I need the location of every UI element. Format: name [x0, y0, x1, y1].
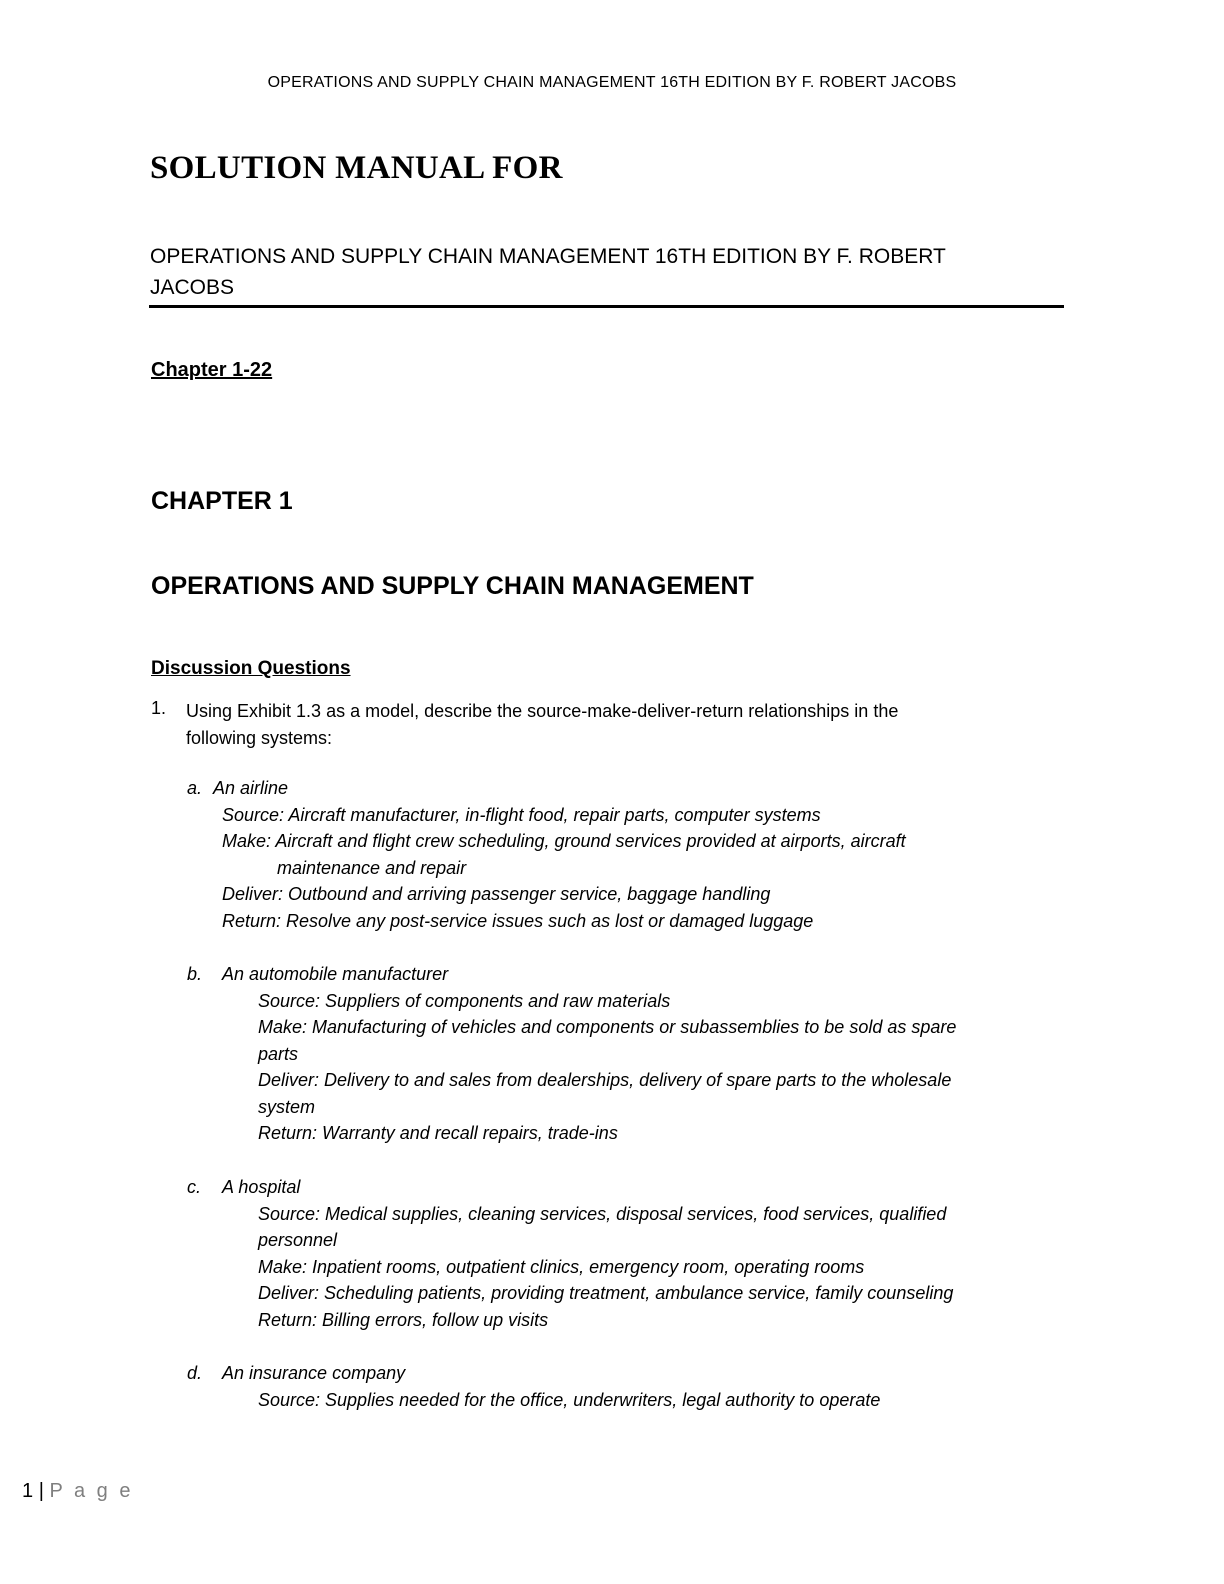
item-c-title: A hospital [222, 1177, 301, 1197]
page-number: 1 [22, 1480, 34, 1502]
item-b-title: An automobile manufacturer [222, 964, 449, 984]
item-a-make-line-1: Make: Aircraft and flight crew scheduling, ground services provided at airports, aircraft [222, 831, 906, 851]
item-d-title: An insurance company [222, 1363, 406, 1383]
item-a-letter: a. [187, 778, 203, 798]
page-label: P a g e [49, 1480, 134, 1502]
item-a-deliver: Deliver: Outbound and arriving passenger service, baggage handling [222, 884, 771, 904]
item-b-deliver-line-2: system [258, 1097, 316, 1117]
document-title: SOLUTION MANUAL FOR [150, 150, 563, 186]
chapter-title: OPERATIONS AND SUPPLY CHAIN MANAGEMENT [151, 572, 754, 600]
question-number: 1. [151, 698, 167, 718]
book-title [150, 241, 1050, 303]
question-text-line-2: following systems: [186, 728, 333, 748]
item-c-return: Return: Billing errors, follow up visits [258, 1310, 549, 1330]
item-b-make-line-1: Make: Manufacturing of vehicles and components or subassemblies to be sold as spare [258, 1017, 957, 1037]
title-divider [149, 305, 1064, 308]
running-header: OPERATIONS AND SUPPLY CHAIN MANAGEMENT 16TH EDITION BY F. ROBERT JACOBS [267, 74, 957, 91]
chapter-number: CHAPTER 1 [151, 487, 293, 515]
item-c-source-line-1: Source: Medical supplies, cleaning services, disposal services, food services, qualified [258, 1204, 947, 1224]
item-b-return: Return: Warranty and recall repairs, trade-ins [258, 1123, 618, 1143]
item-b-make-line-2: parts [258, 1044, 299, 1064]
item-a-source: Source: Aircraft manufacturer, in-flight food, repair parts, computer systems [222, 805, 821, 825]
item-c-deliver: Deliver: Scheduling patients, providing treatment, ambulance service, family counseling [258, 1283, 954, 1303]
section-heading: Discussion Questions [151, 658, 351, 679]
item-d-source: Source: Supplies needed for the office, underwriters, legal authority to operate [258, 1390, 881, 1410]
item-a-make-line-2: maintenance and repair [277, 858, 467, 878]
item-b-letter: b. [187, 964, 203, 984]
chapter-range: Chapter 1-22 [151, 359, 273, 381]
footer-separator: | [38, 1480, 44, 1502]
page-footer [22, 1480, 133, 1503]
item-b-deliver-line-1: Deliver: Delivery to and sales from dealerships, delivery of spare parts to the wholesale [258, 1070, 952, 1090]
item-c-source-line-2: personnel [258, 1230, 338, 1250]
question-text-line-1: Using Exhibit 1.3 as a model, describe the source-make-deliver-return relationships in the [186, 701, 899, 721]
book-title-line-1: OPERATIONS AND SUPPLY CHAIN MANAGEMENT 16TH EDITION BY F. ROBERT [150, 245, 946, 268]
item-c-letter: c. [187, 1177, 202, 1197]
item-a-return: Return: Resolve any post-service issues such as lost or damaged luggage [222, 911, 814, 931]
item-a-title: An airline [213, 778, 289, 798]
item-d-letter: d. [187, 1363, 203, 1383]
question-text [186, 698, 1006, 752]
item-b-source: Source: Suppliers of components and raw materials [258, 991, 671, 1011]
book-title-line-2: JACOBS [150, 276, 235, 299]
item-c-make: Make: Inpatient rooms, outpatient clinics, emergency room, operating rooms [258, 1257, 865, 1277]
